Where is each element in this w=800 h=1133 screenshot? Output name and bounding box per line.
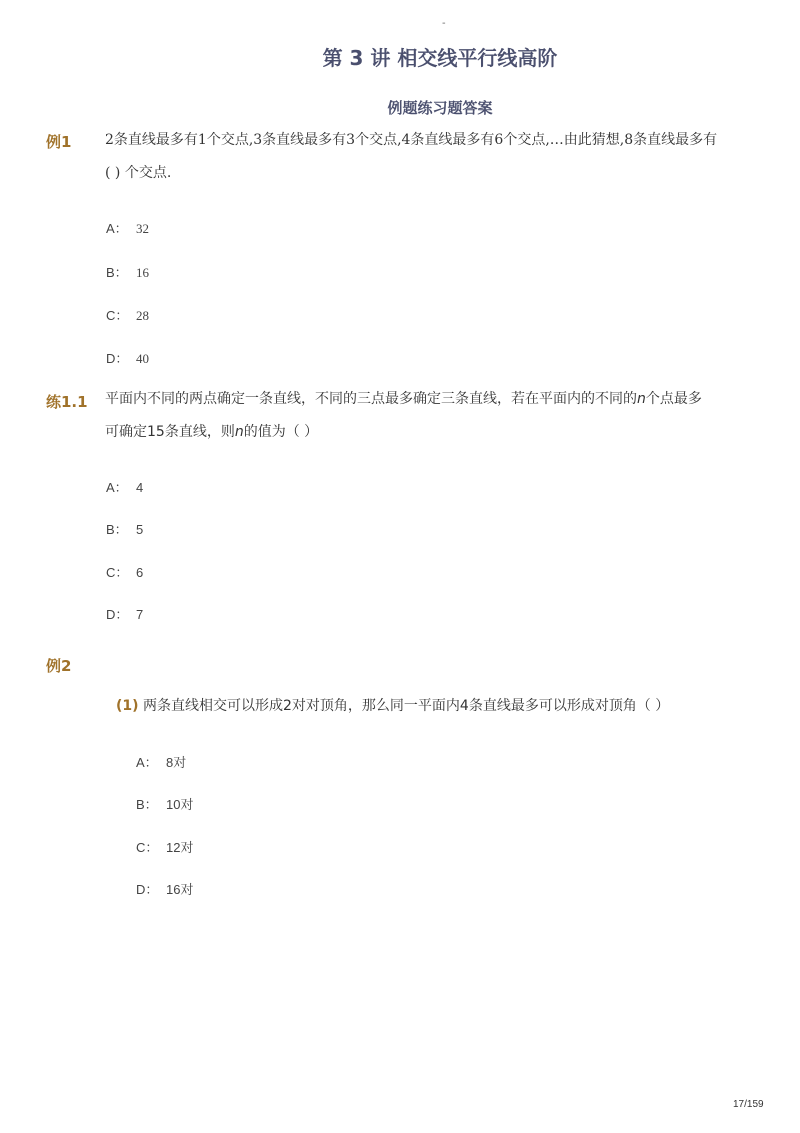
practice-1-1-line-1: 平面内不同的两点确定一条直线，不同的三点最多确定三条直线，若在平面内的不同的n个点最多 — [105, 391, 702, 407]
header-dash: - — [442, 18, 446, 29]
page-title: 第 3 讲 相交线平行线高阶 — [322, 46, 558, 70]
sub-question-text: 两条直线相交可以形成2对对顶角，那么同一平面内4条直线最多可以形成对顶角（ ） — [143, 698, 670, 714]
practice-1-1-question — [105, 383, 725, 449]
example-1-option-a[interactable]: A： 32 — [106, 221, 149, 236]
example-2-option-d[interactable]: D： 16对 — [136, 882, 194, 897]
practice-1-1-option-d[interactable]: D： 7 — [106, 607, 144, 622]
example-2-option-b[interactable]: B： 10对 — [136, 797, 194, 812]
example-1-label: 例1 — [46, 133, 72, 151]
example-2-option-c[interactable]: C： 12对 — [136, 840, 194, 855]
sub-question-number: (1) — [116, 698, 139, 714]
example-2-sub-question-1 — [116, 695, 669, 715]
example-2-option-a[interactable]: A： 8对 — [136, 755, 187, 770]
example-2-label: 例2 — [46, 657, 72, 675]
page-number: 17/159 — [733, 1099, 764, 1110]
example-1-line-2: ( ) 个交点. — [105, 165, 172, 181]
practice-1-1-option-b[interactable]: B： 5 — [106, 522, 144, 537]
practice-1-1-label: 练1.1 — [46, 393, 88, 411]
example-1-line-1: 2条直线最多有1个交点,3条直线最多有3个交点,4条直线最多有6个交点,…由此猜想,8条直线最多有 — [105, 132, 718, 148]
practice-1-1-option-a[interactable]: A： 4 — [106, 480, 144, 495]
practice-1-1-line-2: 可确定15条直线，则n的值为（ ） — [105, 424, 319, 440]
practice-1-1-option-c[interactable]: C： 6 — [106, 565, 144, 580]
page-subtitle: 例题练习题答案 — [387, 99, 493, 117]
example-1-option-d[interactable]: D： 40 — [106, 351, 149, 366]
example-1-option-b[interactable]: B： 16 — [106, 265, 149, 280]
example-1-option-c[interactable]: C： 28 — [106, 308, 149, 323]
example-1-question — [105, 124, 725, 190]
